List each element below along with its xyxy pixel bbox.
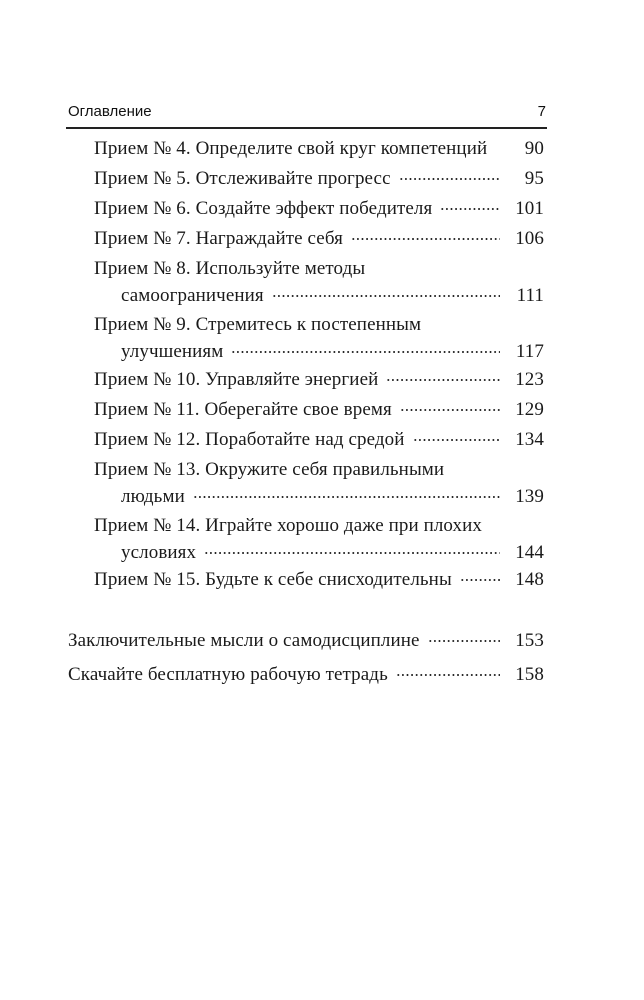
toc-entry	[94, 311, 544, 365]
toc-entry	[94, 225, 544, 252]
dot-leader	[399, 178, 500, 180]
toc-entry-line	[94, 135, 544, 162]
dot-leader	[396, 674, 500, 676]
toc-entry-line	[94, 396, 544, 423]
toc-entry	[68, 627, 544, 654]
toc-entry-continuation	[94, 338, 544, 365]
toc-entry	[94, 396, 544, 423]
toc-page-number: 95	[524, 168, 544, 189]
toc-entry-title: Прием № 4. Определите свой круг компетенций	[94, 138, 488, 159]
dot-leader	[272, 295, 500, 297]
toc-entry-title: Прием № 5. Отслеживайте прогресс	[94, 168, 391, 189]
toc-page-number: 134	[515, 429, 544, 450]
page-number: 7	[537, 103, 546, 120]
dot-leader	[231, 351, 500, 353]
toc-page-number: 111	[516, 285, 544, 306]
toc-entry-continuation	[94, 483, 544, 510]
toc-page-number: 158	[515, 664, 544, 685]
toc-entry-title: Прием № 11. Оберегайте свое время	[94, 399, 392, 420]
toc-entry-title: Прием № 15. Будьте к себе снисходительны	[94, 569, 452, 590]
toc-entry-title: Прием № 13. Окружите себя правильными	[94, 459, 445, 480]
toc-entry-title: Прием № 6. Создайте эффект победителя	[94, 198, 433, 219]
toc-entry-line	[68, 661, 544, 688]
toc-entry-title: улучшениям	[121, 341, 224, 362]
toc-entry-title: Прием № 14. Играйте хорошо даже при плохих	[94, 515, 483, 536]
toc-entry	[94, 366, 544, 393]
toc-entry-line	[94, 426, 544, 453]
toc-entry-line	[94, 512, 544, 539]
dot-leader	[351, 238, 500, 240]
toc-entry-line	[94, 311, 544, 338]
dot-leader	[428, 640, 500, 642]
toc-entry	[94, 135, 544, 162]
toc-page-number: 101	[515, 198, 544, 219]
toc-page-number: 123	[515, 369, 544, 390]
dot-leader	[440, 208, 500, 210]
toc-entry	[94, 566, 544, 593]
toc-entry-title: Прием № 8. Используйте методы	[94, 258, 366, 279]
toc-entry	[94, 512, 544, 566]
toc-entry-line	[94, 456, 544, 483]
toc-entry-line	[94, 165, 544, 192]
dot-leader	[204, 552, 500, 554]
toc-entry	[68, 661, 544, 688]
toc-entry	[94, 426, 544, 453]
dot-leader	[400, 409, 500, 411]
toc-entry-line	[94, 195, 544, 222]
toc-entry	[94, 456, 544, 510]
toc-entry	[94, 165, 544, 192]
toc-page-number: 106	[515, 228, 544, 249]
toc-entry-line	[94, 566, 544, 593]
toc-entry-title: самоограничения	[121, 285, 264, 306]
toc-entry-continuation	[94, 539, 544, 566]
section-title: Оглавление	[68, 103, 152, 120]
toc-entry-title: Прием № 10. Управляйте энергией	[94, 369, 379, 390]
toc-entry-line	[68, 627, 544, 654]
toc-entry	[94, 255, 544, 309]
toc-page-number: 148	[515, 569, 544, 590]
toc-entry-line	[94, 225, 544, 252]
toc-page-number: 129	[515, 399, 544, 420]
toc-entry-title: Прием № 9. Стремитесь к постепенным	[94, 314, 422, 335]
toc-page-number: 139	[515, 486, 544, 507]
toc-entry-title: людьми	[121, 486, 185, 507]
toc-entry-title: условиях	[121, 542, 197, 563]
toc-entry-title: Скачайте бесплатную рабочую тетрадь	[68, 664, 388, 685]
toc-page-number: 117	[515, 341, 544, 362]
toc-page-number: 90	[524, 138, 544, 159]
toc-entry-line	[94, 255, 544, 282]
dot-leader	[193, 496, 500, 498]
toc-entry-title: Заключительные мысли о самодисциплине	[68, 630, 420, 651]
toc-entry-line	[94, 366, 544, 393]
toc-entry	[94, 195, 544, 222]
toc-page-number: 153	[515, 630, 544, 651]
toc-page-number: 144	[515, 542, 544, 563]
dot-leader	[413, 439, 500, 441]
toc-entry-title: Прием № 12. Поработайте над средой	[94, 429, 405, 450]
toc-entry-title: Прием № 7. Награждайте себя	[94, 228, 343, 249]
dot-leader	[386, 379, 500, 381]
dot-leader	[460, 579, 500, 581]
toc-entry-continuation	[94, 282, 544, 309]
